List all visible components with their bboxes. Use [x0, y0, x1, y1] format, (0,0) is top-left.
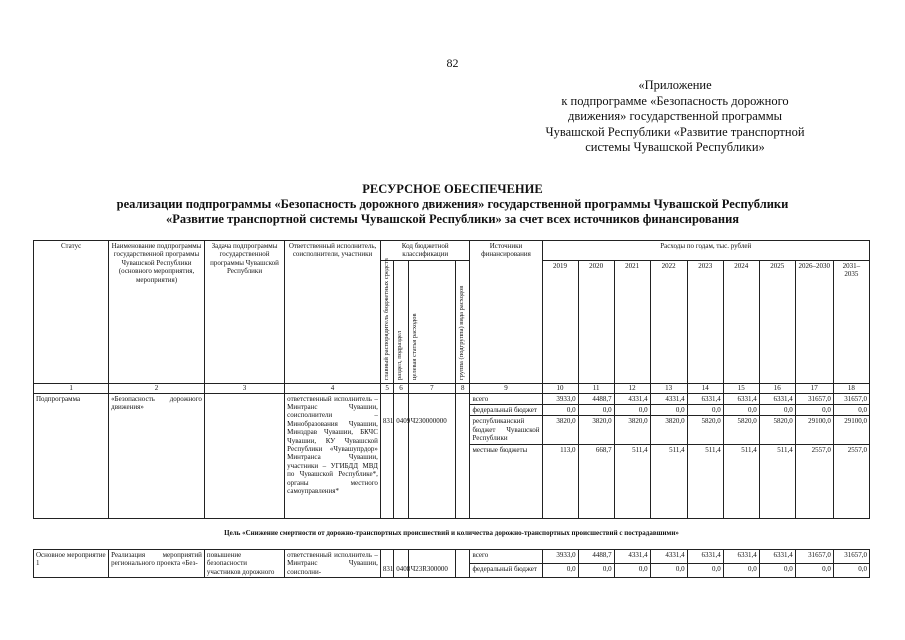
resource-table [33, 240, 870, 578]
table-cell: 0,0 [833, 564, 869, 578]
header-status: Статус [34, 241, 109, 384]
table-cell: 6331,4 [687, 393, 723, 404]
table-cell: 5820,0 [687, 416, 723, 444]
table-cell: 0,0 [650, 405, 687, 416]
table-cell: 0,0 [759, 564, 795, 578]
code-rz: 0408 [394, 564, 408, 578]
col-number: 3 [204, 384, 284, 393]
col-number: 4 [285, 384, 381, 393]
table-cell: 0,0 [578, 564, 614, 578]
header-year: 2031–2035 [833, 260, 869, 383]
header-task: Задача подпрограммы государственной программы Чувашской Республики [204, 241, 284, 384]
row-status: Подпрограмма [34, 393, 109, 518]
row-source: всего [470, 393, 542, 404]
table-cell: 511,4 [650, 444, 687, 518]
table-cell: 0,0 [833, 405, 869, 416]
row-executor: ответственный исполнитель – Минтранс Чувашии, соисполнители – Минобразования Чувашии, Минздрав Чувашии, БКЧС Чувашии, КУ Чувашской Республики «Чувашупрдор» Минтранса Чувашии, участники – УГИБДД МВД по Чувашской Республике*, органы местного самоуправления* [285, 393, 381, 518]
col-number: 7 [408, 384, 455, 393]
table-cell: 0,0 [614, 564, 650, 578]
col-number: 14 [687, 384, 723, 393]
title-line: реализации подпрограммы «Безопасность дорожного движения» государственной программы Чувашской Республики [116, 197, 789, 211]
appendix-line: Чувашской Республики «Развитие транспортной [545, 124, 805, 139]
row-executor: ответственный исполнитель – Минтранс Чувашии, соисполни- [285, 550, 381, 578]
code-rz: 0409 [394, 416, 408, 444]
header-year: 2019 [542, 260, 578, 383]
page-number: 82 [446, 56, 459, 70]
table-cell: 0,0 [687, 564, 723, 578]
code-cs: Ч23R300000 [408, 564, 455, 578]
header-code-gr: главный распорядитель бюджетных средств [380, 260, 393, 383]
appendix-note [500, 78, 850, 156]
code-gr: 831 [380, 416, 393, 444]
table-cell: 0,0 [578, 405, 614, 416]
header-row [34, 241, 870, 261]
header-expenses: Расходы по годам, тыс. рублей [542, 241, 869, 261]
col-number: 9 [470, 384, 542, 393]
table-cell: 0,0 [614, 405, 650, 416]
col-number: 1 [34, 384, 109, 393]
col-number: 17 [795, 384, 833, 393]
table-cell: 0,0 [542, 405, 578, 416]
table-cell: 6331,4 [687, 550, 723, 564]
header-code-cs: целевая статья расходов [408, 260, 455, 383]
appendix-line: «Приложение [638, 78, 712, 92]
title-line: «Развитие транспортной системы Чувашской Республики» за счет всех источников финансирования [165, 212, 740, 226]
table-cell: 2557,0 [795, 444, 833, 518]
table-cell: 0,0 [542, 564, 578, 578]
column-numbers-row [34, 384, 870, 393]
header-year: 2021 [614, 260, 650, 383]
table-cell: 2557,0 [833, 444, 869, 518]
row-source: местные бюджеты [470, 444, 542, 518]
code-cs: Ч230000000 [408, 416, 455, 444]
table-cell: 0,0 [723, 564, 759, 578]
header-year: 2023 [687, 260, 723, 383]
code-vr [456, 564, 470, 578]
row-source: федеральный бюджет [470, 564, 542, 578]
goal-text: Цель «Снижение смертности от дорожно-транспортных происшествий и количества дорожно-транспортных происшествий с пострадавшими» [34, 518, 870, 549]
table-cell: 0,0 [795, 564, 833, 578]
appendix-line: к подпрограмме «Безопасность дорожного [561, 93, 789, 108]
col-number: 8 [456, 384, 470, 393]
appendix-line: движения» государственной программы [567, 109, 783, 123]
table-cell: 4331,4 [614, 393, 650, 404]
row-name: Реализация мероприятий регионального проекта «Без- [109, 550, 205, 578]
table-cell: 6331,4 [723, 550, 759, 564]
table-cell: 511,4 [614, 444, 650, 518]
table-cell: 511,4 [759, 444, 795, 518]
table-row [34, 393, 870, 404]
row-source: федеральный бюджет [470, 405, 542, 416]
table-cell: 0,0 [795, 405, 833, 416]
table-cell: 668,7 [578, 444, 614, 518]
header-name: Наименование подпрограммы государственной программы Чувашской Республики (основного мероприятия, мероприятия) [109, 241, 205, 384]
table-cell: 4488,7 [578, 393, 614, 404]
table-cell: 31657,0 [833, 550, 869, 564]
table-cell: 3933,0 [542, 393, 578, 404]
header-source: Источники финансирования [470, 241, 542, 384]
col-number: 5 [380, 384, 393, 393]
header-year: 2022 [650, 260, 687, 383]
table-cell: 5820,0 [759, 416, 795, 444]
table-cell: 3820,0 [614, 416, 650, 444]
table-cell: 6331,4 [723, 393, 759, 404]
header-executor: Ответственный исполнитель, соисполнители, участники [285, 241, 381, 384]
table-cell: 113,0 [542, 444, 578, 518]
table-row [34, 550, 870, 564]
table-cell: 31657,0 [795, 393, 833, 404]
header-code-vr: группа (подгруппа) вида расходов [456, 260, 470, 383]
table-cell: 4488,7 [578, 550, 614, 564]
table-cell: 0,0 [759, 405, 795, 416]
table-cell: 4331,4 [650, 550, 687, 564]
header-budget-code: Код бюджетной классификации [380, 241, 470, 261]
col-number: 11 [578, 384, 614, 393]
table-cell: 31657,0 [833, 393, 869, 404]
table-cell: 3933,0 [542, 550, 578, 564]
table-cell: 0,0 [687, 405, 723, 416]
col-number: 2 [109, 384, 205, 393]
row-task [204, 393, 284, 518]
table-cell: 6331,4 [759, 550, 795, 564]
table-cell: 511,4 [723, 444, 759, 518]
table-cell: 0,0 [650, 564, 687, 578]
row-source: всего [470, 550, 542, 564]
table-cell: 511,4 [687, 444, 723, 518]
col-number: 18 [833, 384, 869, 393]
col-number: 16 [759, 384, 795, 393]
table-cell: 31657,0 [795, 550, 833, 564]
appendix-line: системы Чувашской Республики» [585, 140, 765, 154]
col-number: 10 [542, 384, 578, 393]
table-cell: 4331,4 [650, 393, 687, 404]
row-task: повышение безопасности участников дорожного [204, 550, 284, 578]
table-cell: 29100,0 [795, 416, 833, 444]
goal-row [34, 518, 870, 549]
row-status: Основное мероприятие 1 [34, 550, 109, 578]
header-year: 2020 [578, 260, 614, 383]
row-source: республиканский бюджет Чувашской Республики [470, 416, 542, 444]
header-code-rz: раздел, подраздел [394, 260, 408, 383]
table-cell: 29100,0 [833, 416, 869, 444]
table-cell: 0,0 [723, 405, 759, 416]
header-year: 2025 [759, 260, 795, 383]
col-number: 15 [723, 384, 759, 393]
code-vr [456, 416, 470, 444]
table-cell: 6331,4 [759, 393, 795, 404]
table-cell: 3820,0 [650, 416, 687, 444]
row-name: «Безопасность дорожного движения» [109, 393, 205, 518]
title-line: РЕСУРСНОЕ ОБЕСПЕЧЕНИЕ [362, 182, 543, 196]
col-number: 13 [650, 384, 687, 393]
document-title [0, 182, 905, 227]
table-cell: 4331,4 [614, 550, 650, 564]
header-year: 2026–2030 [795, 260, 833, 383]
table-cell: 3820,0 [578, 416, 614, 444]
table-cell: 5820,0 [723, 416, 759, 444]
header-year: 2024 [723, 260, 759, 383]
col-number: 6 [394, 384, 408, 393]
table-cell: 3820,0 [542, 416, 578, 444]
code-gr: 831 [380, 564, 393, 578]
col-number: 12 [614, 384, 650, 393]
